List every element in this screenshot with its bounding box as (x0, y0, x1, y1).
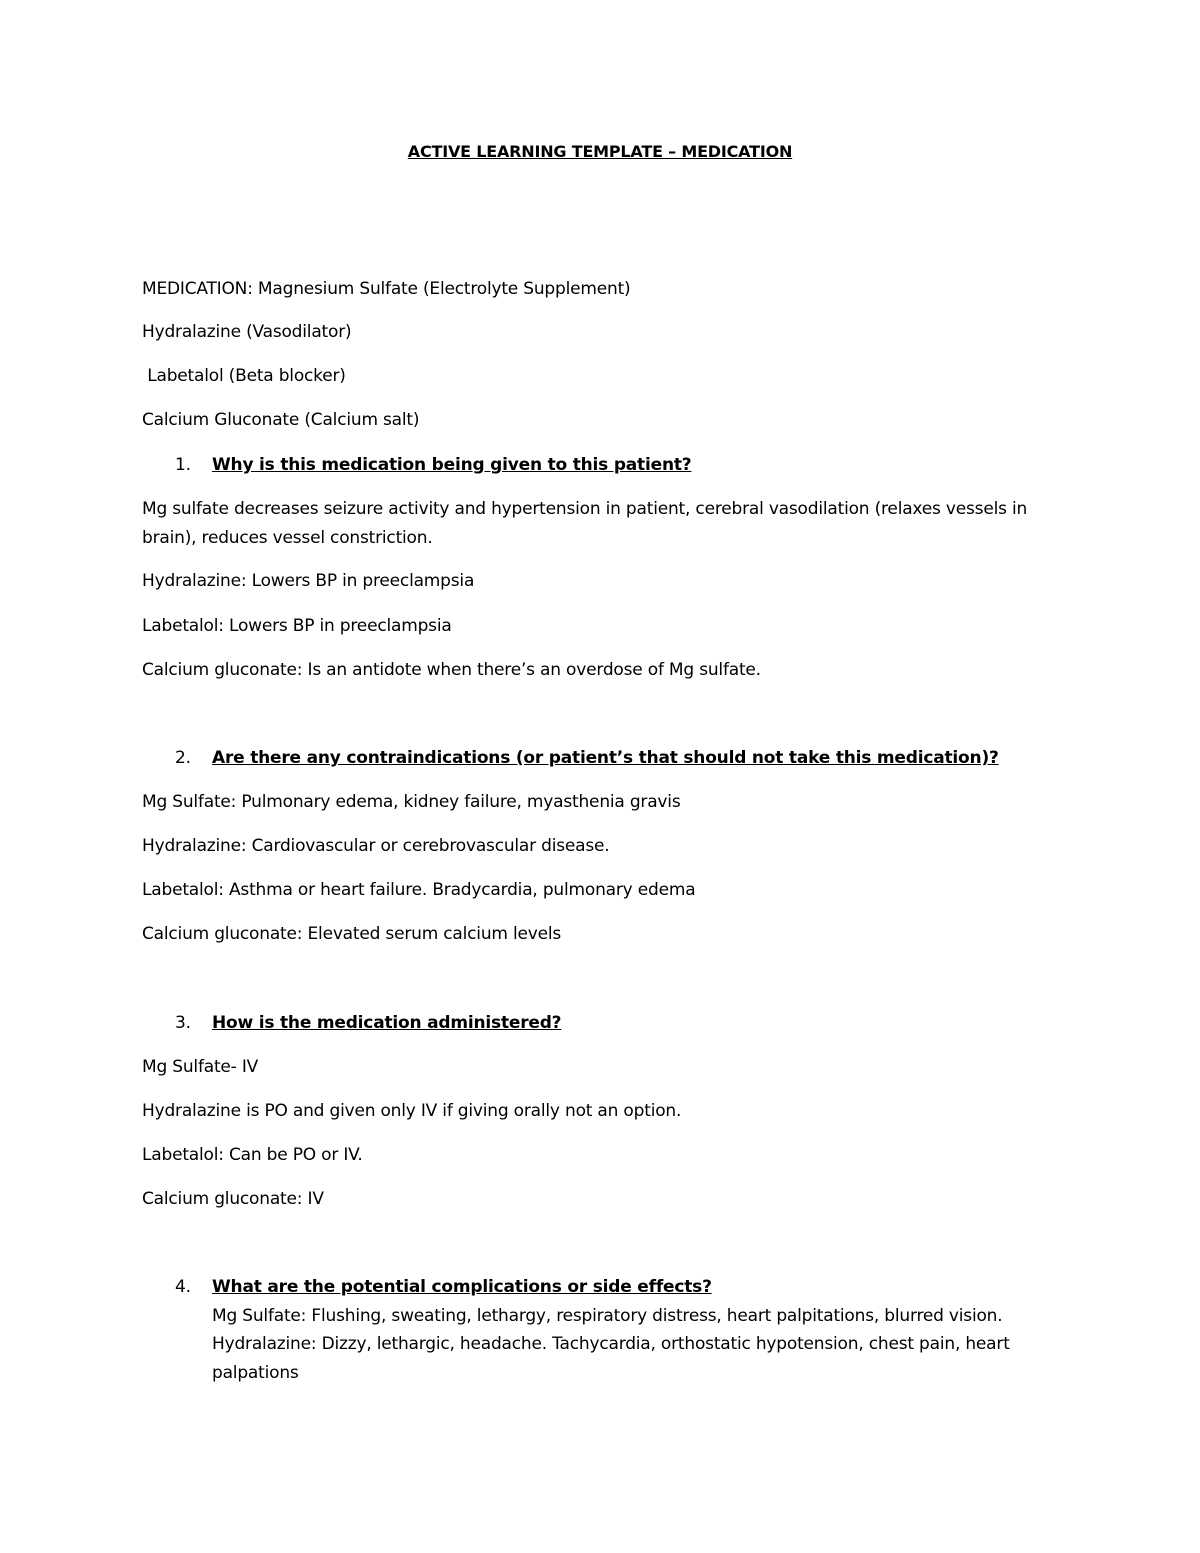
answer-line: Mg sulfate decreases seizure activity and hypertension in patient, cerebral vasodilation (relaxes vessels in (142, 499, 1028, 519)
document-title: ACTIVE LEARNING TEMPLATE – MEDICATION (407, 142, 793, 161)
question-number: 2. (175, 748, 191, 768)
question-number: 1. (175, 455, 191, 475)
question-text: How is the medication administered? (212, 1013, 562, 1033)
answer-line: Labetalol: Lowers BP in preeclampsia (142, 616, 452, 636)
question-text: Why is this medication being given to this patient? (212, 455, 692, 475)
answer-line: Hydralazine: Dizzy, lethargic, headache. Tachycardia, orthostatic hypotension, chest pain, heart (212, 1334, 1010, 1354)
medication-line: Labetalol (Beta blocker) (142, 366, 346, 386)
medication-line: Calcium Gluconate (Calcium salt) (142, 410, 420, 430)
answer-line: Calcium gluconate: IV (142, 1189, 324, 1209)
answer-line: brain), reduces vessel constriction. (142, 528, 433, 548)
answer-line: Hydralazine: Lowers BP in preeclampsia (142, 571, 475, 591)
medication-line: MEDICATION: Magnesium Sulfate (Electrolyte Supplement) (142, 279, 631, 299)
answer-line: Labetalol: Asthma or heart failure. Bradycardia, pulmonary edema (142, 880, 696, 900)
answer-line: Calcium gluconate: Is an antidote when there’s an overdose of Mg sulfate. (142, 660, 761, 680)
answer-line: Hydralazine is PO and given only IV if giving orally not an option. (142, 1101, 682, 1121)
answer-line: palpations (212, 1363, 299, 1383)
answer-line: Mg Sulfate- IV (142, 1057, 259, 1077)
question-text: Are there any contraindications (or patient’s that should not take this medication)? (212, 748, 999, 768)
question-text: What are the potential complications or side effects? (212, 1277, 712, 1297)
answer-line: Mg Sulfate: Pulmonary edema, kidney failure, myasthenia gravis (142, 792, 681, 812)
answer-line: Mg Sulfate: Flushing, sweating, lethargy, respiratory distress, heart palpitations, blurred vision. (212, 1306, 1003, 1326)
answer-line: Labetalol: Can be PO or IV. (142, 1145, 363, 1165)
medication-line: Hydralazine (Vasodilator) (142, 322, 352, 342)
question-number: 4. (175, 1277, 191, 1297)
answer-line: Hydralazine: Cardiovascular or cerebrovascular disease. (142, 836, 610, 856)
answer-line: Calcium gluconate: Elevated serum calcium levels (142, 924, 562, 944)
question-number: 3. (175, 1013, 191, 1033)
